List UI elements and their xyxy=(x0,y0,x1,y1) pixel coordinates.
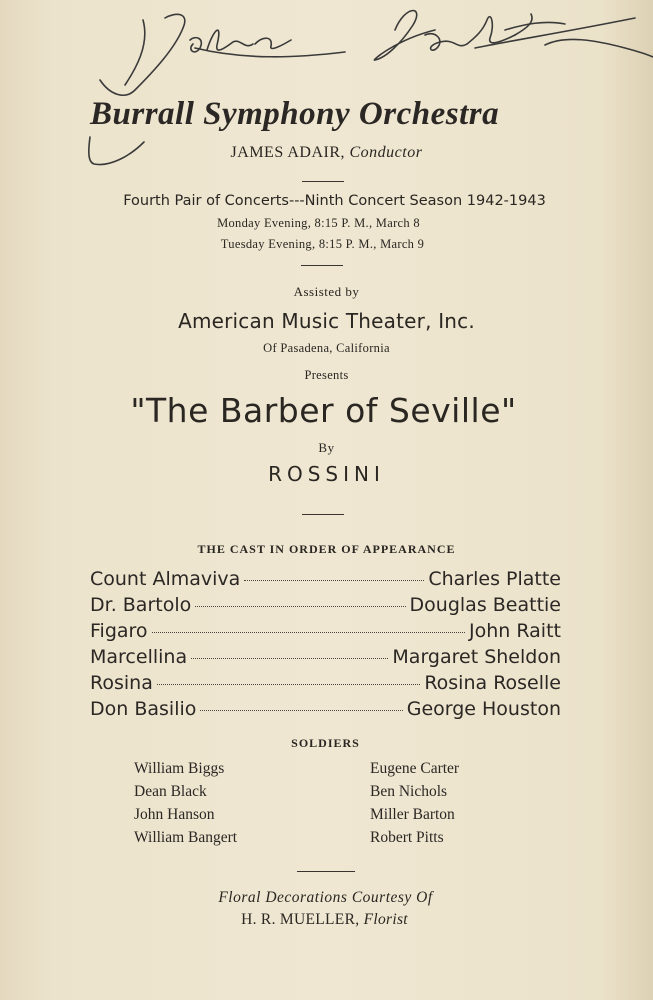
role-name: Rosina xyxy=(90,672,153,694)
actor-name: George Houston xyxy=(406,698,561,720)
role-name: Figaro xyxy=(90,620,148,642)
cast-row xyxy=(90,672,561,698)
role-name: Count Almaviva xyxy=(90,568,241,590)
composer-name: ROSSINI xyxy=(268,462,385,486)
actor-name: Margaret Sheldon xyxy=(392,646,561,668)
cast-list xyxy=(90,568,561,724)
dot-leader xyxy=(191,658,388,659)
florist-line xyxy=(0,911,651,929)
monday-evening: Monday Evening, 8:15 P. M., March 8 xyxy=(217,216,420,230)
soldier-row xyxy=(134,806,494,829)
conductor-line xyxy=(0,144,653,162)
soldier-name: William Biggs xyxy=(134,760,225,777)
company-name: American Music Theater, Inc. xyxy=(178,309,475,333)
orchestra-title: Burrall Symphony Orchestra xyxy=(90,96,500,132)
conductor-name: JAMES ADAIR, xyxy=(230,144,345,161)
actor-name: Douglas Beattie xyxy=(409,594,561,616)
cast-row xyxy=(90,594,561,620)
tuesday-evening: Tuesday Evening, 8:15 P. M., March 9 xyxy=(220,237,425,251)
role-name: Marcellina xyxy=(90,646,188,668)
cast-row xyxy=(90,620,561,646)
cast-heading: THE CAST IN ORDER OF APPEARANCE xyxy=(197,542,456,556)
actor-name: John Raitt xyxy=(469,620,561,642)
dot-leader xyxy=(195,606,405,607)
soldier-name: Ben Nichols xyxy=(370,783,448,800)
soldier-row xyxy=(134,829,494,852)
by-label: By xyxy=(318,440,335,455)
actor-name: Charles Platte xyxy=(428,568,561,590)
soldier-row xyxy=(134,783,494,806)
season-line: Fourth Pair of Concerts---Ninth Concert Season 1942-1943 xyxy=(123,193,546,209)
opera-title: "The Barber of Seville" xyxy=(130,391,517,430)
divider xyxy=(302,181,344,182)
presents-label: Presents xyxy=(304,368,349,382)
soldier-name: Dean Black xyxy=(134,783,207,800)
dot-leader xyxy=(244,580,424,581)
dot-leader xyxy=(152,632,465,633)
role-name: Dr. Bartolo xyxy=(90,594,192,616)
soldiers-heading: SOLDIERS xyxy=(291,736,360,750)
role-name: Don Basilio xyxy=(90,698,197,720)
signature-flourish xyxy=(84,112,164,172)
handwritten-signature xyxy=(95,0,653,100)
divider xyxy=(301,265,343,266)
floral-credit: Floral Decorations Courtesy Of xyxy=(218,889,433,906)
cast-row xyxy=(90,646,561,672)
florist-role: Florist xyxy=(363,911,408,928)
conductor-role: Conductor xyxy=(349,144,423,161)
soldier-name: William Bangert xyxy=(134,829,238,846)
actor-name: Rosina Roselle xyxy=(424,672,561,694)
dot-leader xyxy=(157,684,420,685)
divider xyxy=(297,871,355,872)
cast-row xyxy=(90,698,561,724)
soldier-name: Eugene Carter xyxy=(370,760,460,777)
assisted-by: Assisted by xyxy=(293,284,360,299)
florist-name: H. R. MUELLER, xyxy=(241,911,360,928)
soldier-row xyxy=(134,760,494,783)
dot-leader xyxy=(200,710,402,711)
company-location: Of Pasadena, California xyxy=(263,341,390,355)
soldier-name: Miller Barton xyxy=(370,806,455,823)
soldier-name: Robert Pitts xyxy=(370,829,444,846)
cast-row xyxy=(90,568,561,594)
soldier-name: John Hanson xyxy=(134,806,215,823)
soldiers-list xyxy=(134,760,494,852)
divider xyxy=(302,514,344,515)
